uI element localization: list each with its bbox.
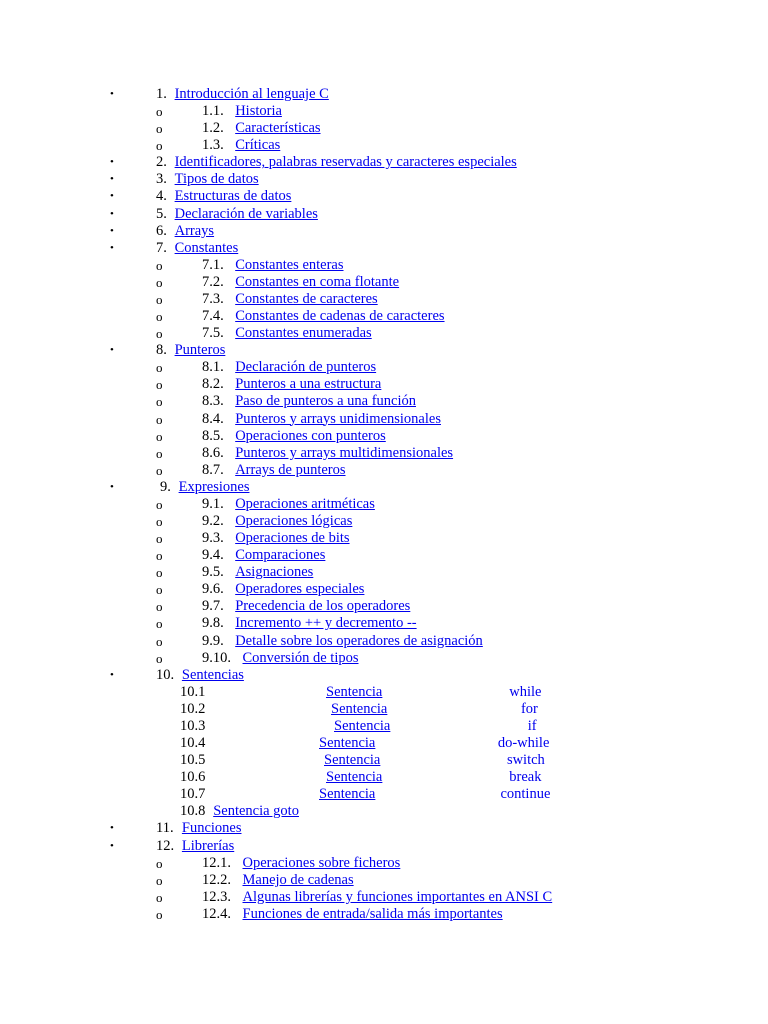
toc-number: 10.3 — [180, 717, 206, 734]
toc-item — [0, 513, 768, 530]
toc-link[interactable]: Operaciones sobre ficheros — [242, 854, 401, 871]
toc-number: 8.4. — [202, 410, 224, 427]
toc-link[interactable]: Expresiones — [178, 478, 250, 495]
bullet-circle-icon: o — [156, 121, 163, 137]
toc-link[interactable] — [326, 769, 542, 786]
toc-link[interactable] — [319, 735, 549, 752]
toc-link[interactable]: Punteros y arrays unidimensionales — [235, 410, 441, 427]
toc-item — [0, 445, 768, 462]
toc-link[interactable]: Librerías — [181, 837, 235, 854]
toc-item — [0, 376, 768, 393]
toc-number: 9.3. — [202, 530, 224, 547]
toc-item — [0, 684, 768, 701]
toc-link[interactable]: Algunas librerías y funciones importantes en ANSI C — [242, 888, 553, 905]
toc-item — [0, 137, 768, 154]
bullet-circle-icon: o — [156, 445, 163, 461]
toc-item — [0, 752, 768, 769]
bullet-circle-icon: o — [156, 872, 163, 888]
toc-item — [0, 240, 768, 257]
toc-item — [0, 650, 768, 667]
bullet-circle-icon: o — [156, 309, 163, 325]
bullet-disc-icon: • — [110, 668, 114, 681]
bullet-circle-icon: o — [156, 650, 163, 666]
toc-link[interactable]: Sentencias — [181, 666, 244, 683]
toc-item — [0, 803, 768, 820]
toc-number: 7.3. — [202, 290, 224, 307]
toc-item — [0, 257, 768, 274]
toc-number: 10.5 — [180, 752, 206, 769]
toc-link-keyword: break — [509, 769, 542, 786]
toc-item — [0, 206, 768, 223]
toc-item — [0, 906, 768, 923]
toc-link[interactable]: Identificadores, palabras reservadas y caracteres especiales — [174, 154, 517, 171]
toc-number: 7.4. — [202, 308, 224, 325]
bullet-circle-icon: o — [156, 394, 163, 410]
bullet-disc-icon: • — [110, 241, 114, 254]
toc-item — [0, 393, 768, 410]
toc-number: 4. — [156, 188, 167, 205]
bullet-circle-icon: o — [156, 138, 163, 154]
toc-item — [0, 598, 768, 615]
toc-number: 9.1. — [202, 495, 224, 512]
bullet-disc-icon: • — [110, 173, 114, 186]
toc-link-word: Sentencia — [331, 700, 388, 717]
toc-number: 9.2. — [202, 513, 224, 529]
bullet-circle-icon: o — [156, 565, 163, 581]
toc-link[interactable]: Punteros a una estructura — [235, 376, 382, 393]
toc-item — [0, 496, 768, 513]
toc-item — [0, 530, 768, 547]
toc-link-keyword: do-while — [497, 735, 550, 752]
bullet-circle-icon: o — [156, 411, 163, 427]
toc-link-keyword: for — [520, 700, 538, 717]
toc-number: 9.7. — [202, 598, 224, 615]
bullet-circle-icon: o — [156, 104, 163, 120]
toc-number: 12.2. — [202, 871, 231, 888]
toc-number: 12. — [156, 837, 175, 854]
toc-link[interactable]: Asignaciones — [235, 564, 314, 581]
toc-number: 8.1. — [202, 359, 224, 376]
toc-number: 6. — [156, 222, 167, 239]
toc-link[interactable]: Operaciones aritméticas — [235, 495, 375, 512]
toc-item — [0, 889, 768, 906]
toc-item — [0, 547, 768, 564]
toc-number: 11. — [156, 820, 174, 837]
toc-link[interactable]: Conversión de tipos — [242, 649, 359, 666]
toc-link[interactable] — [326, 684, 542, 701]
toc-link[interactable]: Constantes — [174, 239, 239, 256]
toc-item — [0, 667, 768, 684]
bullet-circle-icon: o — [156, 889, 163, 905]
toc-link[interactable]: Detalle sobre los operadores de asignación — [235, 632, 483, 649]
toc-item — [0, 325, 768, 342]
toc-link-word: Sentencia — [334, 717, 391, 734]
toc-link-keyword: continue — [500, 786, 551, 803]
toc-number: 8.2. — [202, 376, 224, 393]
toc-link[interactable]: Introducción al lenguaje C — [174, 86, 329, 102]
toc-number: 12.1. — [202, 854, 231, 871]
toc-link[interactable]: Operaciones de bits — [235, 530, 350, 547]
bullet-circle-icon: o — [156, 855, 163, 871]
toc-item — [0, 838, 768, 855]
toc-number: 7. — [156, 239, 167, 256]
toc-item — [0, 188, 768, 205]
bullet-circle-icon: o — [156, 599, 163, 615]
toc-link-word: Sentencia — [319, 786, 376, 803]
bullet-circle-icon: o — [156, 360, 163, 376]
toc-link[interactable]: Críticas — [235, 137, 281, 154]
bullet-circle-icon: o — [156, 462, 163, 478]
toc-item — [0, 872, 768, 889]
toc-number: 7.5. — [202, 325, 224, 342]
toc-number: 5. — [156, 205, 167, 222]
bullet-disc-icon: • — [110, 224, 114, 237]
toc-link[interactable]: Historia — [235, 103, 282, 120]
toc-link-keyword: switch — [506, 752, 545, 769]
toc-number: 1.1. — [202, 103, 224, 120]
toc-number: 7.2. — [202, 273, 224, 290]
bullet-circle-icon: o — [156, 291, 163, 307]
toc-item — [0, 820, 768, 837]
toc-link[interactable]: Funciones de entrada/salida más importantes — [242, 905, 503, 922]
toc-item — [0, 171, 768, 188]
toc-link[interactable] — [319, 786, 550, 803]
toc-number: 1. — [156, 86, 167, 102]
bullet-circle-icon: o — [156, 616, 163, 632]
toc-number: 9.9. — [202, 632, 224, 649]
toc-link[interactable]: Punteros y arrays multidimensionales — [235, 444, 454, 461]
bullet-circle-icon: o — [156, 428, 163, 444]
toc-link[interactable]: Sentencia goto — [213, 803, 299, 820]
toc-number: 10.1 — [180, 683, 206, 700]
toc-item — [0, 855, 768, 872]
toc-number: 9.10. — [202, 649, 231, 666]
toc-item — [0, 291, 768, 308]
toc-number: 10. — [156, 666, 175, 683]
toc-link[interactable]: Operadores especiales — [235, 581, 365, 598]
toc-number: 2. — [156, 154, 167, 171]
toc-link[interactable]: Operaciones con punteros — [235, 427, 386, 444]
bullet-disc-icon: • — [110, 822, 114, 835]
toc-number: 10.2 — [180, 700, 206, 717]
toc-item — [0, 359, 768, 376]
bullet-circle-icon: o — [156, 274, 163, 290]
toc-number: 8.7. — [202, 461, 224, 478]
toc-number: 7.1. — [202, 256, 224, 273]
bullet-circle-icon: o — [156, 496, 163, 512]
toc-link[interactable]: Precedencia de los operadores — [235, 598, 411, 615]
toc-item — [0, 786, 768, 803]
toc-number: 12.3. — [202, 888, 231, 905]
bullet-circle-icon: o — [156, 531, 163, 547]
toc-number: 8.3. — [202, 393, 224, 410]
toc-number: 1.2. — [202, 120, 224, 137]
toc-item — [0, 615, 768, 632]
bullet-circle-icon: o — [156, 548, 163, 564]
toc-item — [0, 308, 768, 325]
toc-item — [0, 411, 768, 428]
toc-link[interactable]: Incremento ++ y decremento -- — [235, 615, 417, 632]
toc-link[interactable] — [324, 752, 545, 769]
toc-item — [0, 479, 768, 496]
toc-number: 10.4 — [180, 735, 206, 752]
toc-number: 9. — [160, 478, 171, 495]
toc-number: 10.8 — [180, 803, 206, 820]
toc-link[interactable]: Manejo de cadenas — [242, 871, 354, 888]
toc-number: 9.5. — [202, 564, 224, 581]
toc-item — [0, 428, 768, 445]
toc-item — [0, 718, 768, 735]
toc-number: 8.6. — [202, 444, 224, 461]
bullet-disc-icon: • — [110, 480, 114, 493]
toc-number: 9.4. — [202, 547, 224, 564]
bullet-disc-icon: • — [110, 156, 114, 169]
toc-item — [0, 86, 768, 103]
bullet-circle-icon: o — [156, 377, 163, 393]
toc-link[interactable]: Constantes en coma flotante — [235, 273, 400, 290]
toc-link[interactable]: Declaración de punteros — [235, 359, 377, 376]
toc-link[interactable]: Arrays — [174, 222, 215, 239]
toc-link-word: Sentencia — [319, 735, 376, 752]
toc-link[interactable] — [334, 718, 537, 735]
toc-item — [0, 581, 768, 598]
toc-link[interactable]: Constantes de caracteres — [235, 290, 378, 307]
bullet-disc-icon: • — [110, 344, 114, 357]
toc-number: 9.6. — [202, 581, 224, 598]
toc-item — [0, 120, 768, 137]
bullet-disc-icon: • — [110, 190, 114, 203]
toc-number: 10.6 — [180, 769, 206, 786]
bullet-disc-icon: • — [110, 88, 114, 100]
toc-item — [0, 564, 768, 581]
toc-item — [0, 735, 768, 752]
toc-link[interactable]: Comparaciones — [235, 547, 326, 564]
toc-number: 8. — [156, 342, 167, 359]
toc-item — [0, 223, 768, 240]
toc-item — [0, 103, 768, 120]
toc-item — [0, 633, 768, 650]
bullet-circle-icon: o — [156, 514, 163, 529]
toc-item — [0, 462, 768, 479]
toc-item — [0, 769, 768, 786]
toc-link[interactable]: Funciones — [181, 820, 242, 837]
bullet-disc-icon: • — [110, 839, 114, 852]
toc-item — [0, 154, 768, 171]
toc-link[interactable]: Características — [235, 120, 321, 137]
toc-number: 8.5. — [202, 427, 224, 444]
toc-link[interactable]: Declaración de variables — [174, 205, 318, 222]
toc-number: 9.8. — [202, 615, 224, 632]
toc-number: 1.3. — [202, 137, 224, 154]
toc-link[interactable]: Punteros — [174, 342, 226, 359]
toc-item — [0, 274, 768, 291]
toc-link[interactable]: Paso de punteros a una función — [235, 393, 416, 410]
toc-link-keyword: while — [509, 683, 542, 700]
bullet-circle-icon: o — [156, 257, 163, 273]
toc-link[interactable] — [331, 701, 538, 718]
toc-link[interactable]: Constantes de cadenas de caracteres — [235, 308, 445, 325]
toc-link[interactable]: Estructuras de datos — [174, 188, 292, 205]
bullet-circle-icon: o — [156, 906, 163, 922]
bullet-circle-icon: o — [156, 633, 163, 649]
toc-link[interactable]: Constantes enumeradas — [235, 325, 372, 342]
toc-link[interactable]: Constantes enteras — [235, 256, 344, 273]
toc-link[interactable]: Operaciones lógicas — [235, 513, 353, 529]
toc-item — [0, 701, 768, 718]
toc-link-word: Sentencia — [326, 683, 383, 700]
bullet-circle-icon: o — [156, 326, 163, 342]
toc-number: 3. — [156, 171, 167, 188]
toc-link-keyword: if — [527, 717, 537, 734]
toc-number: 12.4. — [202, 905, 231, 922]
bullet-disc-icon: • — [110, 207, 114, 220]
toc-link[interactable]: Arrays de punteros — [235, 461, 346, 478]
toc-item — [0, 342, 768, 359]
toc-link-word: Sentencia — [326, 769, 383, 786]
toc-link-word: Sentencia — [324, 752, 381, 769]
toc-link[interactable]: Tipos de datos — [174, 171, 259, 188]
bullet-circle-icon: o — [156, 582, 163, 598]
toc-number: 10.7 — [180, 786, 206, 803]
